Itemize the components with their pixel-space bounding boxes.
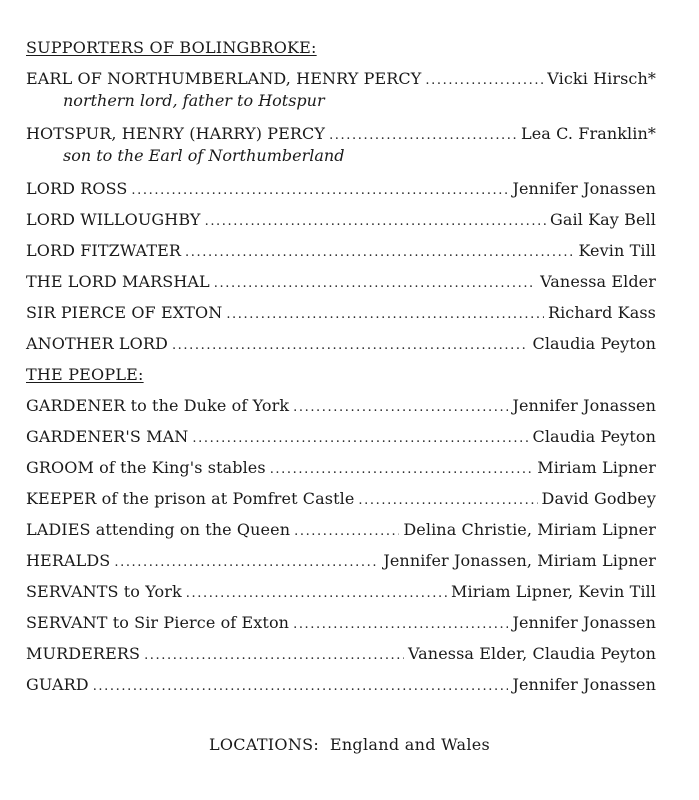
actor-name: Vicki Hirsch* (547, 69, 656, 88)
cast-row (26, 613, 656, 635)
section-heading-people: THE PEOPLE: (26, 365, 144, 384)
cast-row (26, 272, 656, 294)
dot-leader (294, 522, 399, 542)
dot-leader (192, 429, 528, 449)
dot-leader (358, 491, 537, 511)
cast-row (26, 675, 656, 697)
section-heading-supporters: SUPPORTERS OF BOLINGBROKE: (26, 38, 317, 57)
cast-row (26, 396, 656, 418)
role-name: LORD WILLOUGHBY (26, 210, 201, 229)
actor-name: Miriam Lipner (537, 458, 656, 477)
actor-name: Delina Christie, Miriam Lipner (403, 520, 656, 539)
role-name: GROOM of the King's stables (26, 458, 266, 477)
dot-leader (205, 212, 546, 232)
role-name: HOTSPUR, HENRY (HARRY) PERCY (26, 124, 326, 143)
role-name: LORD ROSS (26, 179, 128, 198)
actor-name: Jennifer Jonassen (512, 613, 656, 632)
cast-row (26, 489, 656, 511)
dot-leader (293, 615, 508, 635)
actor-name: Claudia Peyton (532, 334, 656, 353)
cast-row (26, 582, 656, 604)
role-name: MURDERERS (26, 644, 141, 663)
actor-name: Vanessa Elder (540, 272, 656, 291)
role-name: SERVANT to Sir Pierce of Exton (26, 613, 290, 632)
cast-row (26, 210, 656, 232)
dot-leader (226, 305, 544, 325)
role-name: ANOTHER LORD (26, 334, 168, 353)
dot-leader (131, 181, 508, 201)
dot-leader (172, 336, 529, 356)
cast-list (26, 38, 656, 706)
actor-name: Miriam Lipner, Kevin Till (451, 582, 656, 601)
actor-name: Vanessa Elder, Claudia Peyton (407, 644, 656, 663)
role-name: KEEPER of the prison at Pomfret Castle (26, 489, 355, 508)
dot-leader (185, 243, 574, 263)
role-name: EARL OF NORTHUMBERLAND, HENRY PERCY (26, 69, 422, 88)
cast-row (26, 520, 656, 542)
actor-name: Jennifer Jonassen, Miriam Lipner (383, 551, 656, 570)
cast-row (26, 334, 656, 356)
actor-name: Jennifer Jonassen (512, 396, 656, 415)
cast-row (26, 69, 656, 91)
cast-row (26, 427, 656, 449)
role-name: HERALDS (26, 551, 111, 570)
actor-name: Gail Kay Bell (549, 210, 656, 229)
role-name: LADIES attending on the Queen (26, 520, 291, 539)
dot-leader (114, 553, 379, 573)
actor-name: David Godbey (541, 489, 656, 508)
actor-name: Richard Kass (547, 303, 656, 322)
dot-leader (144, 646, 404, 666)
cast-row (26, 124, 656, 146)
dot-leader (186, 584, 447, 604)
role-name: LORD FITZWATER (26, 241, 182, 260)
cast-row (26, 303, 656, 325)
actor-name: Kevin Till (578, 241, 656, 260)
actor-name: Claudia Peyton (532, 427, 656, 446)
role-name: THE LORD MARSHAL (26, 272, 210, 291)
actor-name: Jennifer Jonassen (512, 179, 656, 198)
cast-row (26, 458, 656, 480)
role-name: GARDENER'S MAN (26, 427, 189, 446)
actor-name: Jennifer Jonassen (512, 675, 656, 694)
dot-leader (329, 126, 517, 146)
role-name: SIR PIERCE OF EXTON (26, 303, 223, 322)
cast-row (26, 179, 656, 201)
dot-leader (270, 460, 534, 480)
cast-row (26, 644, 656, 666)
dot-leader (425, 71, 543, 91)
dot-leader (293, 398, 508, 418)
cast-row (26, 241, 656, 263)
locations-note: LOCATIONS: England and Wales (208, 735, 491, 754)
role-description: northern lord, father to Hotspur (63, 91, 325, 110)
role-name: SERVANTS to York (26, 582, 182, 601)
cast-row (26, 551, 656, 573)
actor-name: Lea C. Franklin* (521, 124, 656, 143)
dot-leader (214, 274, 536, 294)
role-name: GUARD (26, 675, 89, 694)
role-name: GARDENER to the Duke of York (26, 396, 290, 415)
role-description: son to the Earl of Northumberland (63, 146, 345, 165)
dot-leader (93, 677, 509, 697)
